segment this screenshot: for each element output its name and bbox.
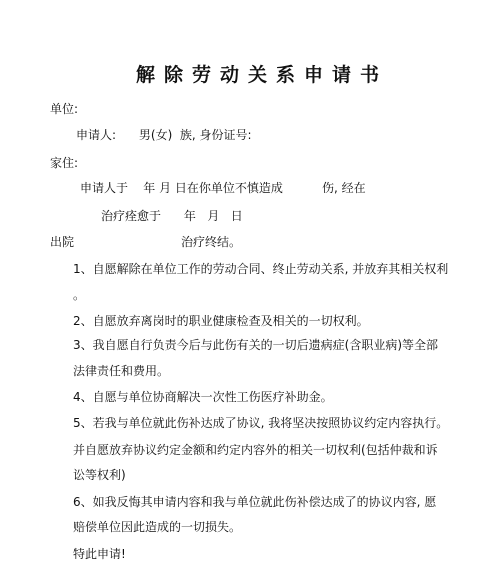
item-4: 4、自愿与单位协商解决一次性工伤医疗补助金。	[73, 390, 333, 404]
injury-line-1-cont: 伤, 经在	[322, 181, 366, 195]
item-6-line-2: 赔偿单位因此造成的一切损失。	[73, 520, 242, 534]
item-5-line-1: 5、若我与单位就此伤补达成了协议, 我将坚决按照协议约定内容执行。	[73, 416, 449, 430]
item-1-line-2: 。	[73, 288, 86, 302]
injury-line-1: 申请人于 年 月 日在你单位不慎造成	[80, 181, 283, 195]
address-field-label: 家住:	[50, 156, 79, 170]
injury-line-2: 治疗痊愈于 年 月 日	[101, 209, 243, 223]
item-3-line-1: 3、我自愿自行负责今后与此伤有关的一切后遗病症(含职业病)等全部	[73, 338, 439, 352]
document-title: 解除劳动关系申请书	[136, 64, 389, 86]
item-3-line-2: 法律责任和费用。	[73, 364, 170, 378]
closing-line: 特此申请!	[73, 547, 126, 561]
discharge-text: 治疗终结。	[181, 235, 242, 249]
item-6-line-1: 6、如我反悔其申请内容和我与单位就此伤补偿达成了的协议内容, 愿	[73, 495, 437, 509]
item-5-line-3: 讼等权利)	[73, 468, 126, 482]
applicant-line: 申请人: 男(女) 族, 身份证号:	[76, 128, 252, 142]
item-2: 2、自愿放弃离岗时的职业健康检查及相关的一切权利。	[73, 314, 369, 328]
item-5-line-2: 并自愿放弃协议约定金额和约定内容外的相关一切权利(包括仲裁和诉	[73, 443, 438, 457]
discharge-label: 出院	[50, 235, 75, 249]
unit-field-label: 单位:	[50, 102, 79, 116]
item-1-line-1: 1、自愿解除在单位工作的劳动合同、终止劳动关系, 并放弃其相关权利	[73, 262, 449, 276]
